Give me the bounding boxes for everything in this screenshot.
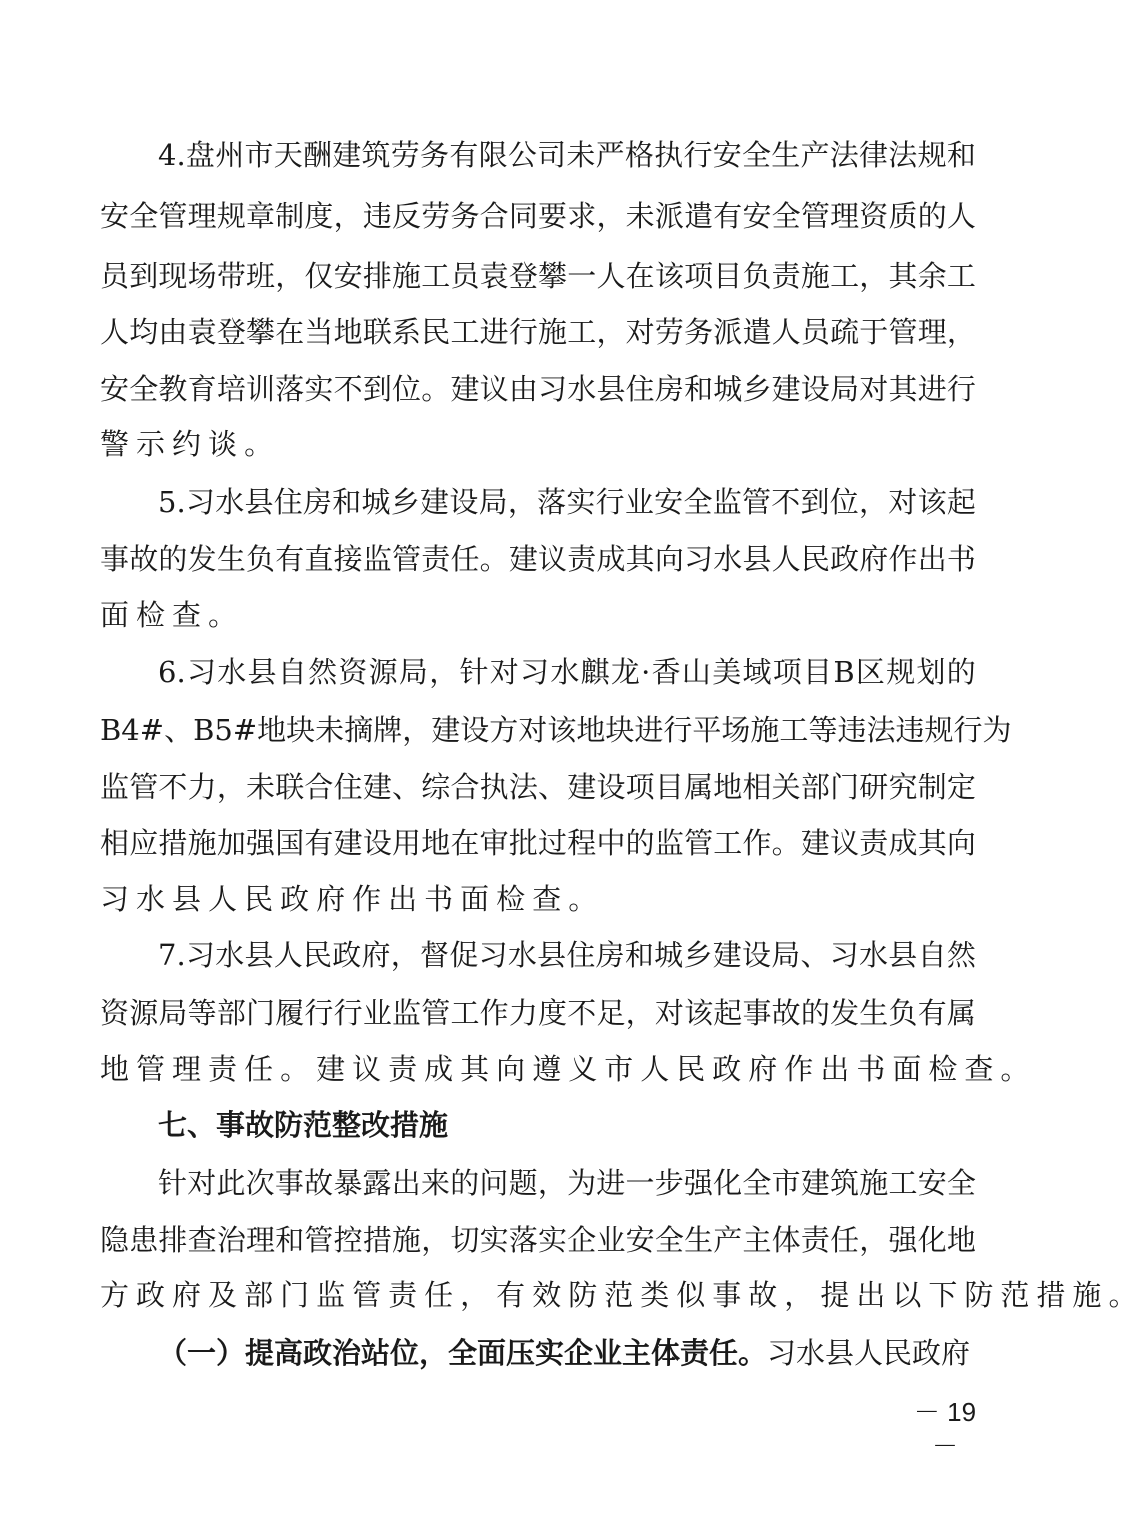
p4-line-3: 员 到 现 场 带 班 ， 仅 安 排 施 工 员 袁 登 攀 一 人 在 该 项 目 负 责 施 工 ， 其 余 工 (100, 259, 976, 293)
p5-line-1: 5. 习 水 县 住 房 和 城 乡 建 设 局 ， 落 实 行 业 安 全 监 管 不 到 位 ， 对 该 起 (158, 485, 976, 519)
section-heading: 七、事故防范整改措施 (158, 1108, 449, 1142)
p7-line-2: 资 源 局 等 部 门 履 行 行 业 监 管 工 作 力 度 不 足 ， 对 该 起 事 故 的 发 生 负 有 属 (100, 996, 976, 1030)
p4-line-2: 安 全 管 理 规 章 制 度 ， 违 反 劳 务 合 同 要 求 ， 未 派 遣 有 安 全 管 理 资 质 的 人 (100, 199, 976, 233)
measure-1-title: （一）提高政治站位，全面压实企业主体责任。 (158, 1336, 768, 1370)
p5-line-2: 事 故 的 发 生 负 有 直 接 监 管 责 任 。 建 议 责 成 其 向 习 水 县 人 民 政 府 作 出 书 (100, 542, 976, 576)
measure-1-text: 习水县人民政府 (767, 1336, 971, 1370)
p4-line-4: 人 均 由 袁 登 攀 在 当 地 联 系 民 工 进 行 施 工 ， 对 劳 务 派 遣 人 员 疏 于 管 理 ， (100, 315, 976, 349)
intro-line-3: 方 政 府 及 部 门 监 管 责 任 ， 有 效 防 范 类 似 事 故 ， 提 出 以 下 防 范 措 施 。 (100, 1278, 1137, 1312)
p7-line-3: 地 管 理 责 任 。 建 议 责 成 其 向 遵 义 市 人 民 政 府 作 出 书 面 检 查 。 (100, 1052, 1030, 1086)
p4-line-6: 警 示 约 谈 。 (100, 427, 274, 461)
intro-line-2: 隐 患 排 查 治 理 和 管 控 措 施 ， 切 实 落 实 企 业 安 全 生 产 主 体 责 任 ， 强 化 地 (100, 1223, 976, 1257)
p4-line-1: 4. 盘 州 市 天 酬 建 筑 劳 务 有 限 公 司 未 严 格 执 行 安 全 生 产 法 律 法 规 和 (158, 138, 976, 172)
page-number: － 19 － (913, 1397, 977, 1461)
p5-line-3: 面 检 查 。 (100, 598, 238, 632)
p6-line-1: 6. 习 水 县 自 然 资 源 局 ， 针 对 习 水 麒 龙 · 香 山 美 域 项 目 B 区 规 划 的 (158, 655, 976, 689)
p6-line-3: 监 管 不 力 ， 未 联 合 住 建 、 综 合 执 法 、 建 设 项 目 属 地 相 关 部 门 研 究 制 定 (100, 770, 976, 804)
measure-1 (158, 1333, 976, 1373)
p6-line-4: 相 应 措 施 加 强 国 有 建 设 用 地 在 审 批 过 程 中 的 监 管 工 作 。 建 议 责 成 其 向 (100, 826, 976, 860)
p6-line-5: 习 水 县 人 民 政 府 作 出 书 面 检 查 。 (100, 882, 598, 916)
p7-line-1: 7. 习 水 县 人 民 政 府 ， 督 促 习 水 县 住 房 和 城 乡 建 设 局 、 习 水 县 自 然 (158, 938, 976, 972)
p6-line-2: B4# 、 B5# 地 块 未 摘 牌 ， 建 设 方 对 该 地 块 进 行 平 场 施 工 等 违 法 违 规 行 为 (100, 713, 1012, 747)
intro-line-1: 针 对 此 次 事 故 暴 露 出 来 的 问 题 ， 为 进 一 步 强 化 全 市 建 筑 施 工 安 全 (158, 1166, 976, 1200)
p4-line-5: 安 全 教 育 培 训 落 实 不 到 位 。 建 议 由 习 水 县 住 房 和 城 乡 建 设 局 对 其 进 行 (100, 372, 976, 406)
